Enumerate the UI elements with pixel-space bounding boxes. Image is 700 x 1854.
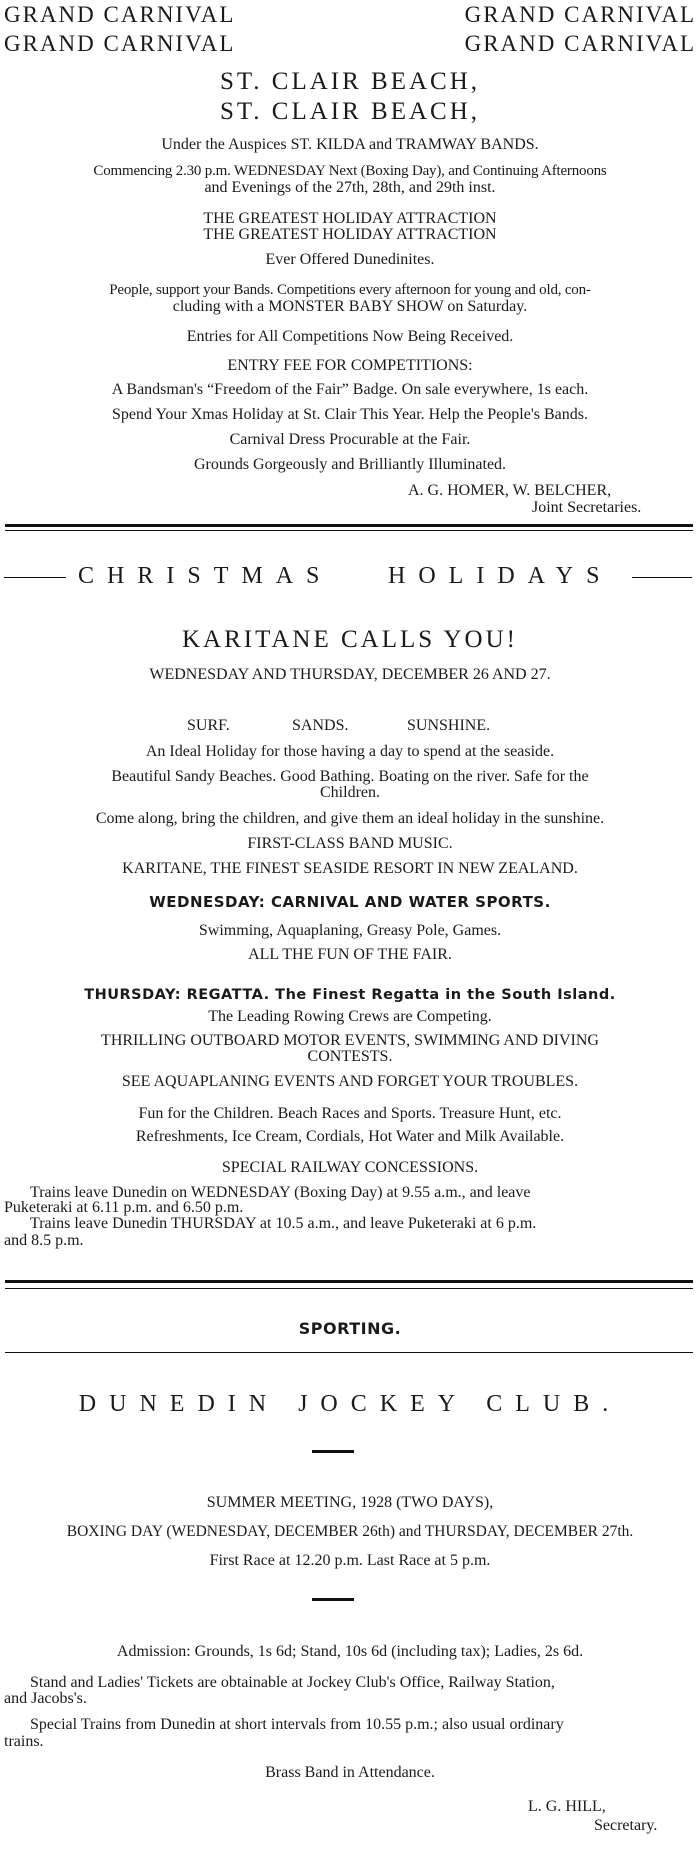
race-times: First Race at 12.20 p.m. Last Race at 5 p.m. <box>209 1552 491 1569</box>
carnival-ever-offered: Ever Offered Dunedinites. <box>265 251 435 268</box>
sporting-heading: SPORTING. <box>298 1319 402 1338</box>
carnival-location-2: ST. CLAIR BEACH, <box>219 98 481 125</box>
carnival-attraction-1: THE GREATEST HOLIDAY ATTRACTION <box>203 210 497 227</box>
carnival-commencing-2: and Evenings of the 27th, 28th, and 29th inst. <box>204 179 496 196</box>
karitane-trains-1b: Puketeraki at 6.11 p.m. and 6.50 p.m. <box>4 1199 244 1216</box>
tickets-line-2: and Jacobs's. <box>4 1690 87 1707</box>
karitane-headline: KARITANE CALLS YOU! <box>182 626 518 653</box>
carnival-xmas: Spend Your Xmas Holiday at St. Clair This Year. Help the People's Bands. <box>112 406 588 423</box>
carnival-entry-fee: ENTRY FEE FOR COMPETITIONS: <box>227 357 473 374</box>
carnival-advertisement <box>0 0 700 530</box>
karitane-advertisement <box>0 530 700 1280</box>
carnival-header-left-2: GRAND CARNIVAL <box>4 31 236 56</box>
carnival-dress: Carnival Dress Procurable at the Fair. <box>229 431 471 448</box>
karitane-aquaplaning: SEE AQUAPLANING EVENTS AND FORGET YOUR TROUBLES. <box>121 1073 579 1090</box>
karitane-thursday: THURSDAY: REGATTA. The Finest Regatta in the South Island. <box>84 987 616 1003</box>
carnival-header-right-1: GRAND CARNIVAL <box>464 2 696 27</box>
secretary-name: L. G. HILL, <box>528 1798 606 1815</box>
carnival-secretaries-names: A. G. HOMER, W. BELCHER, <box>408 482 612 499</box>
carnival-people-1: People, support your Bands. Competitions every afternoon for young and old, con- <box>109 282 591 298</box>
carnival-location-1: ST. CLAIR BEACH, <box>219 68 481 95</box>
karitane-beaches-2: Children. <box>320 784 380 801</box>
karitane-banner-left: CHRISTMAS <box>78 563 333 589</box>
meeting-title: SUMMER MEETING, 1928 (TWO DAYS), <box>206 1494 494 1511</box>
sporting-section <box>0 1290 700 1854</box>
meeting-days: BOXING DAY (WEDNESDAY, DECEMBER 26th) and THURSDAY, DECEMBER 27th. <box>66 1523 634 1540</box>
karitane-trains-2a: Trains leave Dunedin THURSDAY at 10.5 a.m., and leave Puketeraki at 6 p.m. <box>30 1215 537 1232</box>
carnival-secretaries-title: Joint Secretaries. <box>532 499 642 516</box>
banner-dash-right <box>632 577 692 578</box>
karitane-trains-1a: Trains leave Dunedin on WEDNESDAY (Boxing Day) at 9.55 a.m., and leave <box>30 1184 531 1201</box>
section-divider-2 <box>5 1280 693 1283</box>
karitane-trains-2b: and 8.5 p.m. <box>4 1232 84 1249</box>
carnival-grounds: Grounds Gorgeously and Brilliantly Illuminated. <box>193 456 507 473</box>
special-trains-line-2: trains. <box>4 1733 44 1750</box>
karitane-swimming: Swimming, Aquaplaning, Greasy Pole, Games. <box>198 922 502 939</box>
carnival-header-left-1: GRAND CARNIVAL <box>4 2 236 27</box>
carnival-attraction-2: THE GREATEST HOLIDAY ATTRACTION <box>203 226 497 243</box>
karitane-sands: SANDS. <box>292 717 349 734</box>
karitane-refreshments: Refreshments, Ice Cream, Cordials, Hot Water and Milk Available. <box>135 1128 565 1145</box>
special-trains-line-1: Special Trains from Dunedin at short intervals from 10.55 p.m.; also usual ordinary <box>30 1716 564 1733</box>
carnival-commencing-1: Commencing 2.30 p.m. WEDNESDAY Next (Boxing Day), and Continuing Afternoons <box>93 163 607 179</box>
carnival-people-2: cluding with a MONSTER BABY SHOW on Saturday. <box>172 298 528 315</box>
tickets-line-1: Stand and Ladies' Tickets are obtainable at Jockey Club's Office, Railway Station, <box>30 1674 555 1691</box>
carnival-badge: A Bandsman's “Freedom of the Fair” Badge. On sale everywhere, 1s each. <box>111 381 589 398</box>
brass-band: Brass Band in Attendance. <box>265 1764 435 1781</box>
races-short-rule <box>312 1598 354 1601</box>
karitane-band-music: FIRST-CLASS BAND MUSIC. <box>247 835 453 852</box>
karitane-thrilling-1: THRILLING OUTBOARD MOTOR EVENTS, SWIMMING AND DIVING <box>101 1032 599 1049</box>
admission-prices: Admission: Grounds, 1s 6d; Stand, 10s 6d (including tax); Ladies, 2s 6d. <box>116 1643 584 1660</box>
secretary-title: Secretary. <box>594 1817 658 1834</box>
karitane-come-along: Come along, bring the children, and give them an ideal holiday in the sunshine. <box>95 810 605 827</box>
carnival-header-right-2: GRAND CARNIVAL <box>464 31 696 56</box>
carnival-auspices: Under the Auspices ST. KILDA and TRAMWAY BANDS. <box>161 136 539 153</box>
karitane-fun-children: Fun for the Children. Beach Races and Sports. Treasure Hunt, etc. <box>138 1105 562 1122</box>
club-short-rule <box>312 1450 354 1453</box>
section-divider-1 <box>5 524 693 527</box>
banner-dash-left <box>4 577 66 578</box>
jockey-club-title: DUNEDIN JOCKEY CLUB. <box>78 1391 622 1417</box>
karitane-wednesday: WEDNESDAY: CARNIVAL AND WATER SPORTS. <box>149 893 551 911</box>
sporting-divider <box>5 1352 693 1353</box>
karitane-finest-resort: KARITANE, THE FINEST SEASIDE RESORT IN NEW ZEALAND. <box>122 860 578 877</box>
karitane-fun-fair: ALL THE FUN OF THE FAIR. <box>248 946 452 963</box>
karitane-ideal: An Ideal Holiday for those having a day to spend at the seaside. <box>145 743 555 760</box>
karitane-sunshine: SUNSHINE. <box>407 717 491 734</box>
karitane-thrilling-2: CONTESTS. <box>307 1048 393 1065</box>
karitane-dates: WEDNESDAY AND THURSDAY, DECEMBER 26 AND 27. <box>149 666 551 683</box>
karitane-railway: SPECIAL RAILWAY CONCESSIONS. <box>221 1159 479 1176</box>
section-divider-2b <box>5 1288 693 1289</box>
karitane-banner-right: HOLIDAYS <box>388 563 613 589</box>
carnival-entries: Entries for All Competitions Now Being Received. <box>186 328 514 345</box>
karitane-surf: SURF. <box>187 717 230 734</box>
karitane-beaches-1: Beautiful Sandy Beaches. Good Bathing. Boating on the river. Safe for the <box>111 768 589 785</box>
karitane-rowing: The Leading Rowing Crews are Competing. <box>208 1008 492 1025</box>
